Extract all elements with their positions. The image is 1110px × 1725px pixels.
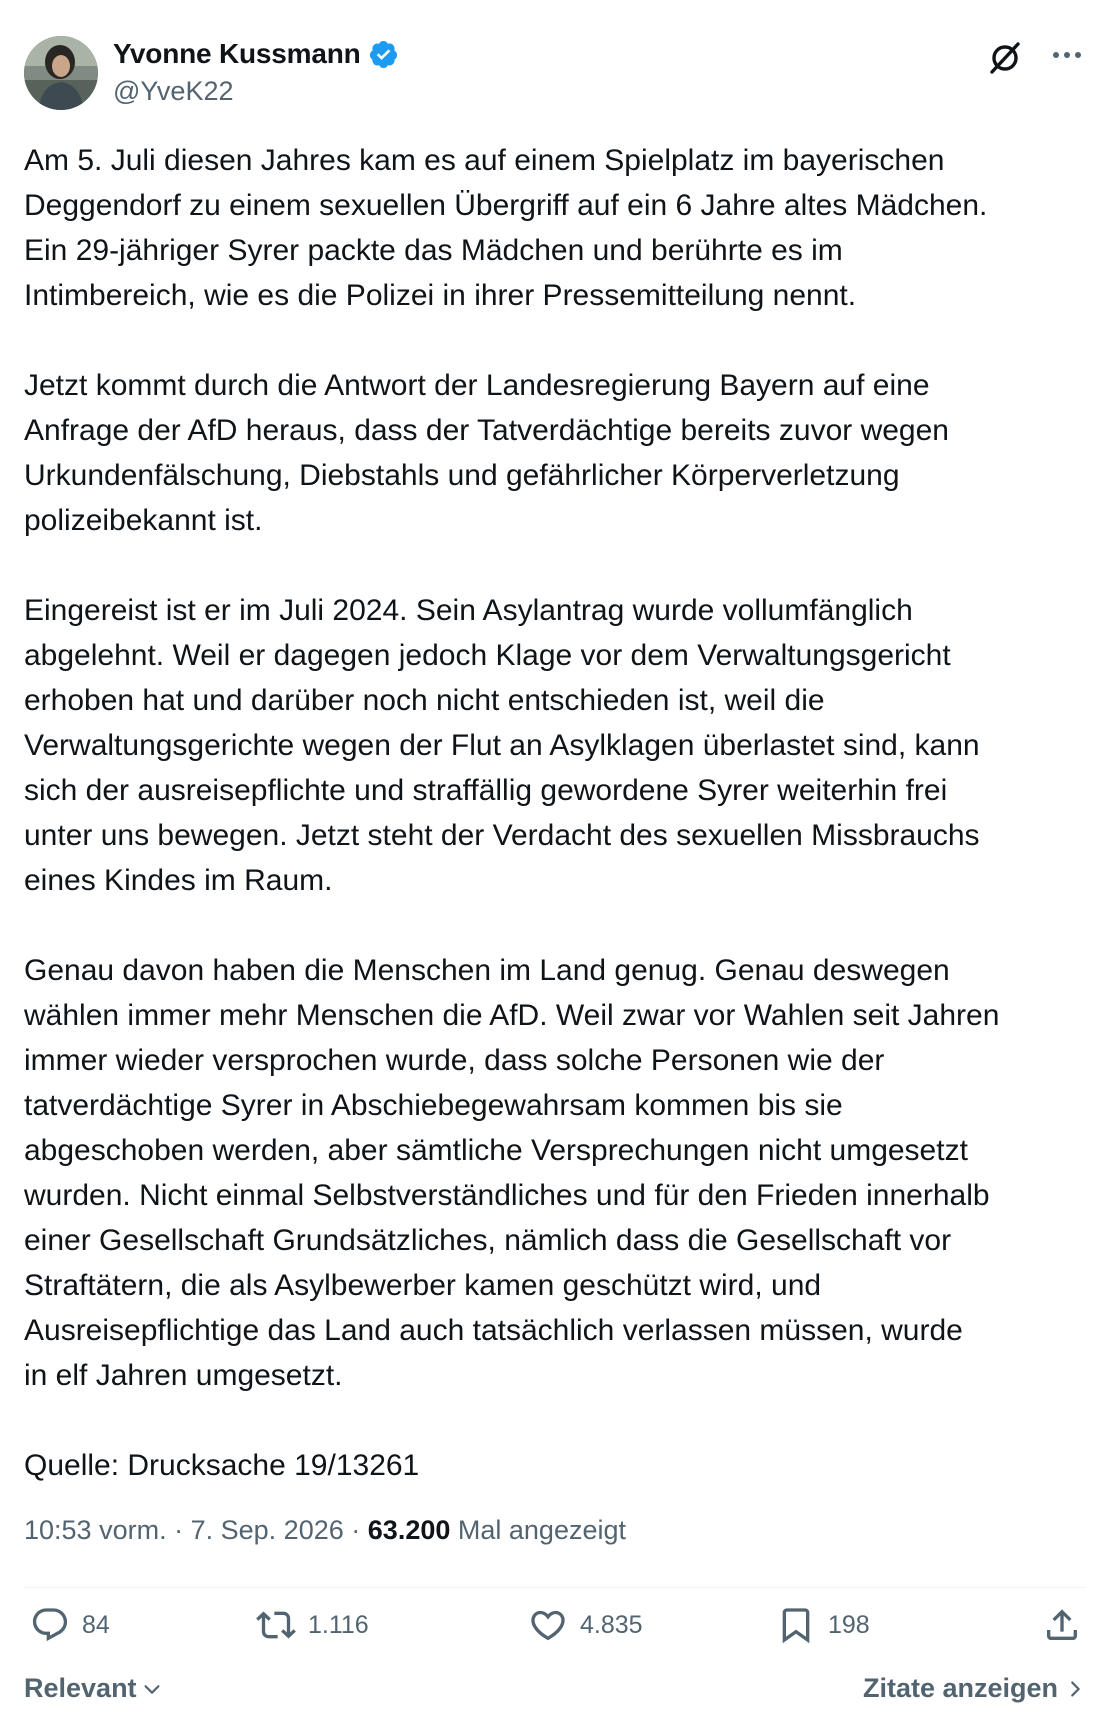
reply-button[interactable] <box>30 1605 110 1645</box>
chevron-right-icon <box>1064 1678 1086 1700</box>
more-dots-icon[interactable] <box>1052 48 1082 62</box>
meta-separator: · <box>174 1515 184 1545</box>
meta-separator: · <box>351 1515 361 1545</box>
share-button[interactable] <box>1042 1605 1082 1645</box>
bookmark-count: 198 <box>828 1610 870 1639</box>
author-name-row <box>113 38 399 70</box>
bookmark-icon <box>776 1605 816 1645</box>
heart-icon <box>528 1605 568 1645</box>
repost-icon <box>256 1605 296 1645</box>
sort-relevant-dropdown[interactable] <box>24 1673 163 1704</box>
quotes-label: Zitate anzeigen <box>862 1673 1058 1703</box>
divider <box>24 1587 1086 1588</box>
action-bar <box>24 1605 1086 1661</box>
views-label: Mal angezeigt <box>457 1515 626 1545</box>
bookmark-button[interactable] <box>776 1605 870 1645</box>
reply-count: 84 <box>82 1610 110 1639</box>
tweet-header <box>24 34 1086 110</box>
views-count: 63.200 <box>367 1515 451 1545</box>
verified-badge-icon[interactable] <box>368 39 399 70</box>
like-button[interactable] <box>528 1605 643 1645</box>
avatar-image <box>24 36 98 110</box>
like-count: 4.835 <box>580 1610 643 1639</box>
sort-label: Relevant <box>24 1673 137 1703</box>
repost-count: 1.116 <box>308 1610 369 1639</box>
share-icon <box>1042 1605 1082 1645</box>
reply-icon <box>30 1605 70 1645</box>
chevron-down-icon <box>141 1678 163 1700</box>
grok-icon[interactable] <box>986 38 1024 76</box>
author-handle[interactable]: @YveK22 <box>113 76 234 106</box>
author-name[interactable]: Yvonne Kussmann <box>113 38 361 69</box>
tweet-time[interactable]: 10:53 vorm. <box>24 1515 167 1545</box>
reply-footer <box>24 1667 1086 1711</box>
avatar[interactable] <box>24 36 98 110</box>
repost-button[interactable] <box>256 1605 369 1645</box>
tweet-text: Am 5. Juli diesen Jahres kam es auf einem Spielplatz im bayerischen Deggendorf zu einem sexuellen Übergriff auf ein 6 Jahre altes Mädchen. Ein 29-jähriger Syrer packte das Mädchen und berührte es im Intimbereich, wie es die Polizei in ihrer Pressemitteilung nennt. Jetzt kommt durch die Antwort der Landesregierung Bayern auf eine Anfrage der AfD heraus, dass der Tatverdächtige bereits zuvor wegen Urkundenfälschung, Diebstahls und gefährlicher Körperverletzung polizeibekannt ist. Eingereist ist er im Juli 2024. Sein Asylantrag wurde vollumfänglich abgelehnt. Weil er dagegen jedoch Klage vor dem Verwaltungsgericht erhoben hat und darüber noch nicht entschieden ist, weil die Verwaltungsgerichte wegen der Flut an Asylklagen überlastet sind, kann sich der ausreisepflichte und straffällig gewordene Syrer weiterhin frei unter uns bewegen. Jetzt steht der Verdacht des sexuellen Missbrauchs eines Kindes im Raum. Genau davon haben die Menschen im Land genug. Genau deswegen wählen immer mehr Menschen die AfD. Weil zwar vor Wahlen seit Jahren immer wieder versprochen wurde, dass solche Personen wie der tatverdächtige Syrer in Abschiebegewahrsam kommen bis sie abgeschoben werden, aber sämtliche Versprechungen nicht umgesetzt wurden. Nicht einmal Selbstverständliches und für den Frieden innerhalb einer Gesellschaft Grundsätzliches, nämlich dass die Gesellschaft vor Straftätern, die als Asylbewerber kamen geschützt wird, und Ausreisepflichtige das Land auch tatsächlich verlassen müssen, wurde in elf Jahren umgesetzt. Quelle: Drucksache 19/13261 <box>24 144 1000 1482</box>
view-quotes-link[interactable] <box>863 1673 1086 1704</box>
tweet-date[interactable]: 7. Sep. 2026 <box>190 1515 344 1545</box>
tweet-meta <box>24 1515 626 1546</box>
